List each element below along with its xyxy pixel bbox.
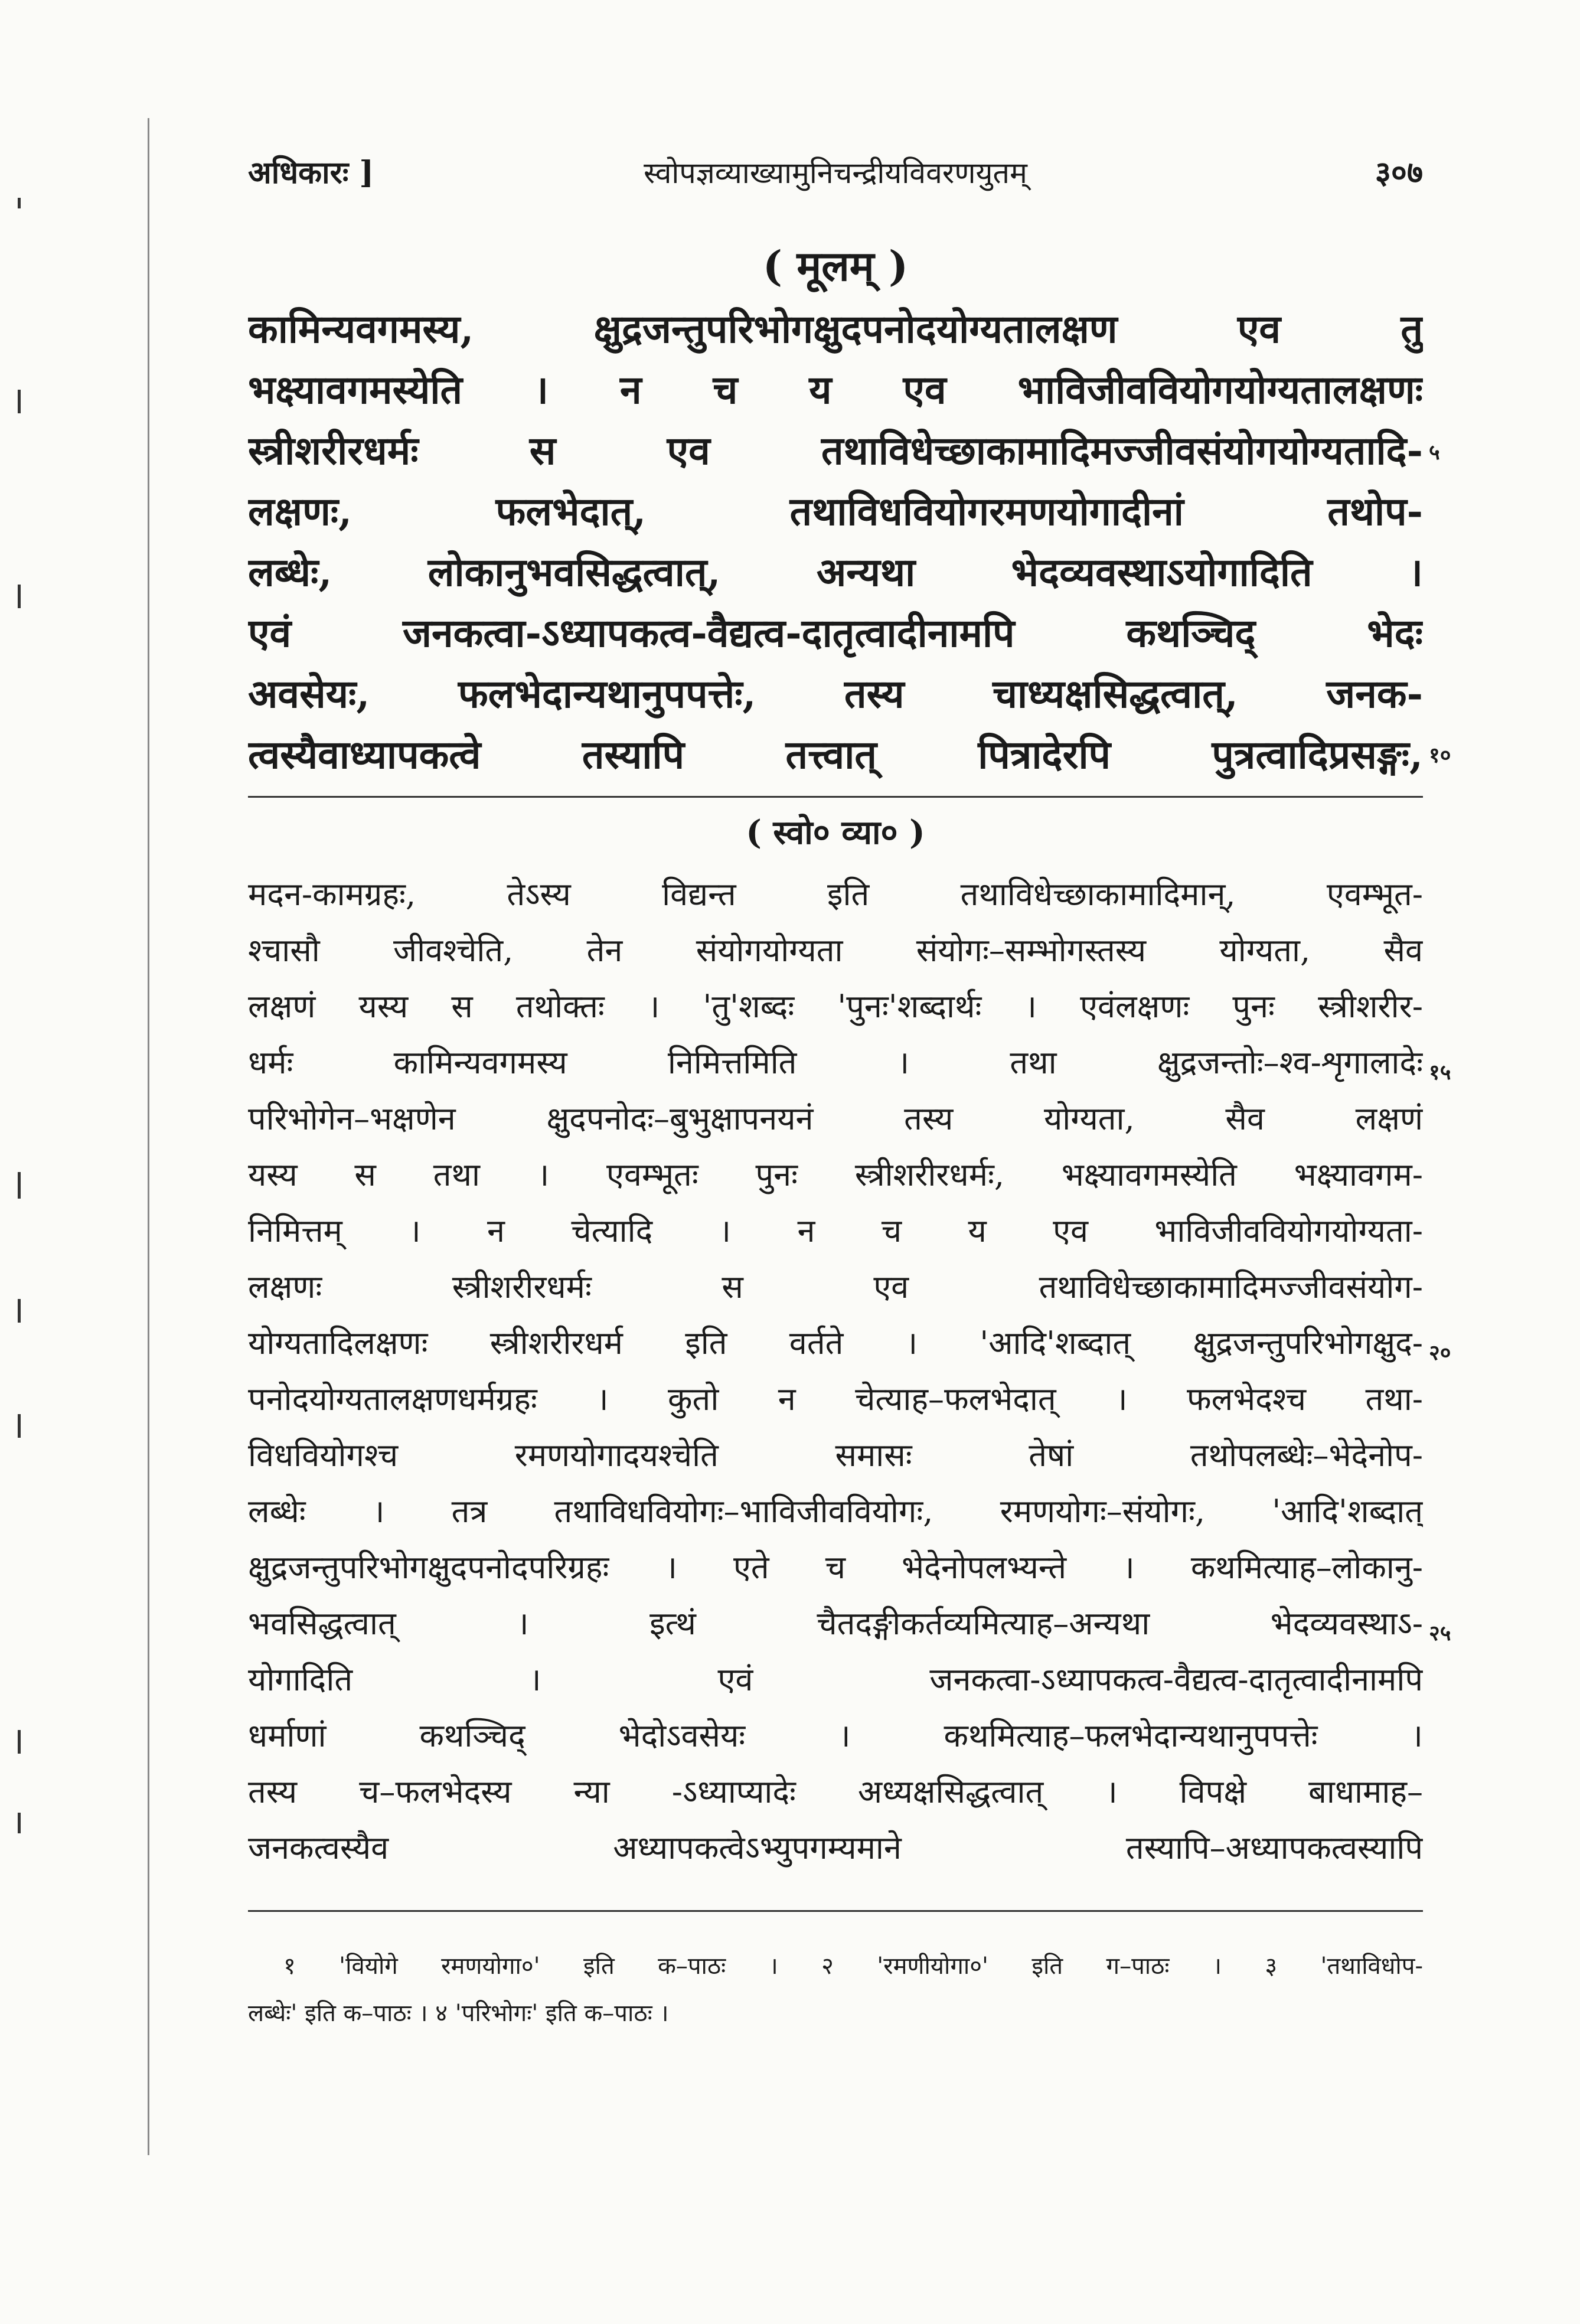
- commentary-line: पनोदयोग्यतालक्षणधर्मग्रहः । कुतो न चेत्याह–फलभेदात् । फलभेदश्च तथा-: [248, 1380, 1423, 1418]
- commentary-line: यस्य स तथा । एवम्भूतः पुनः स्त्रीशरीरधर्मः, भक्ष्यावगमस्येति भक्ष्यावगम-: [248, 1156, 1423, 1193]
- line-number: २५: [1429, 1621, 1451, 1646]
- line-number: २०: [1429, 1340, 1451, 1365]
- book-title: स्वोपज्ञव्याख्यामुनिचन्द्रीयविवरणयुतम्: [644, 156, 1027, 190]
- footnote-line: १ 'वियोगे रमणयोगा०' इति क–पाठः । २ 'रमणीयोगा०' इति ग–पाठः । ३ 'तथाविधोप-: [283, 1953, 1423, 1980]
- commentary-line: लब्धेः । तत्र तथाविधवियोगः–भाविजीववियोगः, रमणयोगः–संयोगः, 'आदि'शब्दात्: [248, 1493, 1423, 1530]
- scan-mark: [18, 198, 21, 208]
- scan-mark: [18, 1813, 21, 1833]
- mulam-line: लब्धेः, लोकानुभवसिद्धत्वात्, अन्यथा भेदव्यवस्थाऽयोगादिति ।: [248, 549, 1423, 595]
- footnotes: [248, 1948, 1423, 2043]
- commentary-line: श्चासौ जीवश्चेति, तेन संयोगयोग्यता संयोगः–सम्भोगस्तस्य योग्यता, सैव: [248, 932, 1423, 969]
- scan-mark: [18, 390, 21, 413]
- mulam-line: लक्षणः, फलभेदात्, तथाविधवियोगरमणयोगादीनां तथोप-: [248, 488, 1423, 534]
- chapter-label: अधिकारः ]: [248, 155, 374, 191]
- line-number: ५: [1429, 440, 1440, 465]
- mulam-line: अवसेयः, फलभेदान्यथानुपपत्तेः, तस्य चाध्यक्षसिद्धत्वात्, जनक-: [248, 671, 1423, 717]
- section-divider: [248, 796, 1423, 798]
- commentary-line: परिभोगेन–भक्षणेन क्षुदपनोदः–बुभुक्षापनयनं तस्य योग्यता, सैव लक्षणं: [248, 1100, 1423, 1137]
- footnote-line: लब्धेः' इति क–पाठः । ४ 'परिभोगः' इति क–पाठः ।: [248, 2000, 669, 2027]
- line-number: १५: [1429, 1060, 1451, 1085]
- mulam-line: भक्ष्यावगमस्येति । न च य एव भाविजीववियोगयोग्यतालक्षणः: [248, 367, 1423, 413]
- commentary-line: धर्मः कामिन्यवगमस्य निमित्तमिति । तथा क्षुद्रजन्तोः–श्व-शृगालादेः: [248, 1044, 1423, 1081]
- commentary-line: योग्यतादिलक्षणः स्त्रीशरीरधर्म इति वर्तते । 'आदि'शब्दात् क्षुद्रजन्तुपरिभोगक्षुद-: [248, 1324, 1423, 1362]
- scan-mark: [18, 1172, 21, 1199]
- commentary-line: योगादिति । एवं जनकत्वा-ऽध्यापकत्व-वैद्यत्व-दातृत्वादीनामपि: [248, 1661, 1423, 1698]
- left-margin-rule: [148, 118, 149, 2155]
- commentary-line: धर्माणां कथञ्चिद् भेदोऽवसेयः । कथमित्याह–फलभेदान्यथानुपपत्तेः ।: [248, 1717, 1423, 1754]
- scan-mark: [18, 1730, 21, 1754]
- commentary-line: तस्य च–फलभेदस्य न्या -ऽध्याप्यादेः अध्यक्षसिद्धत्वात् । विपक्षे बाधामाह–: [248, 1773, 1423, 1810]
- commentary-line: लक्षणः स्त्रीशरीरधर्मः स एव तथाविधेच्छाकामादिमज्जीवसंयोग-: [248, 1268, 1423, 1305]
- page-number: ३०७: [1375, 155, 1423, 191]
- commentary-line: क्षुद्रजन्तुपरिभोगक्षुदपनोदपरिग्रहः । एते च भेदेनोपलभ्यन्ते । कथमित्याह–लोकानु-: [248, 1549, 1423, 1586]
- scan-mark: [18, 585, 21, 608]
- commentary-line: भवसिद्धत्वात् । इत्थं चैतदङ्गीकर्तव्यमित्याह–अन्यथा भेदव्यवस्थाऽ-: [248, 1605, 1423, 1642]
- mulam-line: स्त्रीशरीरधर्मः स एव तथाविधेच्छाकामादिमज्जीवसंयोगयोग्यतादि-: [248, 427, 1423, 474]
- commentary-text: [248, 871, 1423, 1881]
- commentary-line: विधवियोगश्च रमणयोगादयश्चेति समासः तेषां तथोपलब्धेः–भेदेनोप-: [248, 1437, 1423, 1474]
- commentary-line: जनकत्वस्यैव अध्यापकत्वेऽभ्युपगम्यमाने तस्यापि–अध्यापकत्वस्यापि: [248, 1829, 1423, 1866]
- commentary-heading: ( स्वो० व्या० ): [746, 813, 925, 852]
- running-header: [248, 151, 1423, 204]
- mulam-text: [248, 301, 1423, 788]
- scan-mark: [18, 1299, 21, 1323]
- commentary-line: निमित्तम् । न चेत्यादि । न च य एव भाविजीववियोगयोग्यता-: [248, 1212, 1423, 1249]
- scan-mark: [18, 1414, 21, 1438]
- mulam-line: एवं जनकत्वा-ऽध्यापकत्व-वैद्यत्व-दातृत्वादीनामपि कथञ्चिद् भेदः: [248, 610, 1423, 656]
- commentary-line: मदन-कामग्रहः, तेऽस्य विद्यन्त इति तथाविधेच्छाकामादिमान्, एवम्भूत-: [248, 876, 1423, 913]
- line-number: १०: [1429, 743, 1451, 768]
- footnote-divider: [248, 1910, 1423, 1912]
- mulam-heading: ( मूलम् ): [762, 241, 909, 290]
- mulam-line: कामिन्यवगमस्य, क्षुद्रजन्तुपरिभोगक्षुदपनोदयोग्यतालक्षण एव तु: [248, 306, 1423, 352]
- mulam-line: त्वस्यैवाध्यापकत्वे तस्यापि तत्त्वात् पित्रादेरपि पुत्रत्वादिप्रसङ्गः,: [248, 732, 1423, 778]
- commentary-line: लक्षणं यस्य स तथोक्तः । 'तु'शब्दः 'पुनः'शब्दार्थः । एवंलक्षणः पुनः स्त्रीशरीर-: [248, 988, 1423, 1025]
